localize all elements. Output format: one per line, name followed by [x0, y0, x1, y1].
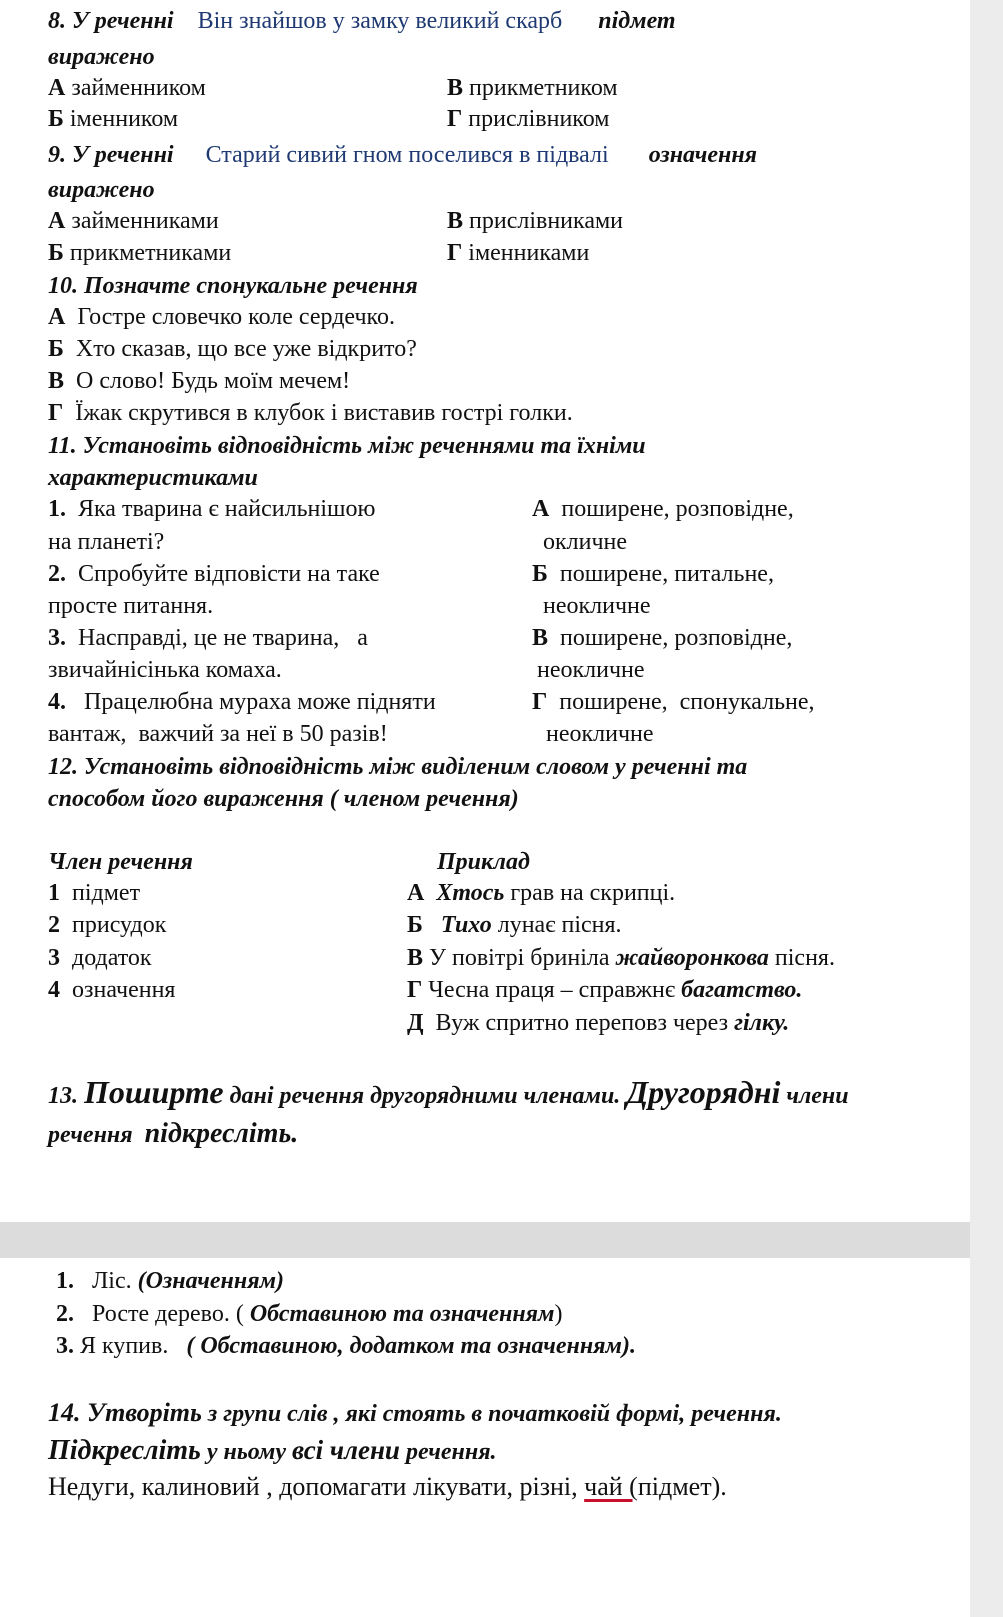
- q9-line: [48, 140, 757, 170]
- q12-member-4: 4 означення: [48, 977, 176, 1003]
- q13-title-line1: 13. Поширте дані речення другорядними членами. Другорядні члени: [48, 1074, 849, 1110]
- q13-word-druhoriadni: Другорядні: [626, 1074, 781, 1110]
- q12-member-1: 1 підмет: [48, 880, 141, 906]
- q14-underlined-word: чай (: [584, 1472, 638, 1501]
- q14-title-line2: Підкресліть у ньому всі члени речення.: [48, 1435, 497, 1466]
- q11-right-g: Г поширене, спонукальне,: [532, 689, 815, 715]
- q8-lead: 8. У реченні: [48, 8, 174, 34]
- q11-title-line2: характеристиками: [48, 465, 258, 491]
- q12-example-v: В У повітрі бриніла жайворонкова пісня.: [407, 945, 835, 971]
- q8-tail2: виражено: [48, 44, 155, 70]
- q13-title-line2: речення підкресліть.: [48, 1118, 299, 1149]
- q11-left-1: 1. Яка тварина є найсильнішою: [48, 496, 376, 522]
- q11-right-b-cont: неокличне: [543, 593, 651, 619]
- q9-tail: означення: [648, 142, 758, 168]
- q8-option-b: Б іменником: [48, 106, 179, 132]
- q11-right-g-cont: неокличне: [546, 721, 654, 747]
- q13-word-poshyrte: Поширте: [84, 1074, 224, 1110]
- q11-right-v-cont: неокличне: [537, 657, 645, 683]
- q11-left-2-cont: просте питання.: [48, 593, 214, 619]
- q12-member-2: 2 присудок: [48, 912, 167, 938]
- q8-option-g: Г прислівником: [447, 106, 610, 132]
- q12-example-b: Б Тихо лунає пісня.: [407, 912, 622, 938]
- q8-option-a: А займенником: [48, 75, 206, 101]
- q11-right-v: В поширене, розповідне,: [532, 625, 793, 651]
- page-gap: [0, 1222, 1003, 1258]
- q10-option-b: Б Хто сказав, що все уже відкрито?: [48, 336, 417, 362]
- q13-item-3: 3. Я купив. ( Обставиною, додатком та означенням).: [56, 1333, 636, 1359]
- q11-right-a: А поширене, розповідне,: [532, 496, 794, 522]
- q12-example-g: Г Чесна праця – справжнє багатство.: [407, 977, 803, 1003]
- q8-line: [48, 6, 676, 36]
- q9-option-g: Г іменниками: [447, 240, 590, 266]
- viewer-edge: [970, 0, 1003, 1617]
- q12-col-left-header: Член речення: [48, 849, 193, 875]
- q9-option-a: А займенниками: [48, 208, 219, 234]
- q11-left-2: 2. Спробуйте відповісти на таке: [48, 561, 380, 587]
- q13-item-2: 2. Росте дерево. ( Обставиною та означенням): [56, 1301, 563, 1327]
- q11-left-1-cont: на планеті?: [48, 529, 165, 555]
- q12-title-line1: 12. Установіть відповідність між виділеним словом у реченні та: [48, 754, 748, 780]
- q10-option-g: Г Їжак скрутився в клубок і виставив гострі голки.: [48, 400, 573, 426]
- q9-sentence: Старий сивий гном поселився в підвалі: [205, 142, 609, 168]
- q14-words: Недуги, калиновий , допомагати лікувати, різні, чай (підмет).: [48, 1472, 727, 1501]
- q9-lead: 9. У реченні: [48, 142, 174, 168]
- q10-option-a: А Гостре словечко коле сердечко.: [48, 304, 395, 330]
- q10-option-v: В О слово! Будь моїм мечем!: [48, 368, 351, 394]
- q8-tail: підмет: [598, 8, 676, 34]
- q14-title-line1: 14. Утворіть з групи слів , які стоять в початковій формі, речення.: [48, 1398, 782, 1427]
- q11-title-line1: 11. Установіть відповідність між реченнями та їхніми: [48, 433, 646, 459]
- q10-title: 10. Позначте спонукальне речення: [48, 273, 418, 299]
- q11-right-a-cont: окличне: [543, 529, 628, 555]
- q11-left-4-cont: вантаж, важчий за неї в 50 разів!: [48, 721, 388, 747]
- q9-option-v: В прислівниками: [447, 208, 623, 234]
- q12-example-a: А Хтось грав на скрипці.: [407, 880, 676, 906]
- q11-left-3-cont: звичайнісінька комаха.: [48, 657, 282, 683]
- q12-member-3: 3 додаток: [48, 945, 152, 971]
- q13-word-pidkreslit: підкресліть.: [144, 1118, 299, 1149]
- q9-option-b: Б прикметниками: [48, 240, 232, 266]
- q12-example-d: Д Вуж спритно переповз через гілку.: [407, 1010, 790, 1036]
- q12-col-right-header: Приклад: [437, 849, 530, 875]
- q8-option-v: В прикметником: [447, 75, 618, 101]
- q11-left-3: 3. Насправді, це не тварина, а: [48, 625, 368, 651]
- q11-left-4: 4. Працелюбна мураха може підняти: [48, 689, 436, 715]
- q8-sentence: Він знайшов у замку великий скарб: [197, 8, 563, 34]
- q13-item-1: 1. Ліс. (Означенням): [56, 1268, 284, 1294]
- worksheet-page-2: [0, 1258, 970, 1617]
- q11-right-b: Б поширене, питальне,: [532, 561, 774, 587]
- q12-title-line2: способом його вираження ( членом речення): [48, 786, 519, 812]
- q9-tail2: виражено: [48, 177, 155, 203]
